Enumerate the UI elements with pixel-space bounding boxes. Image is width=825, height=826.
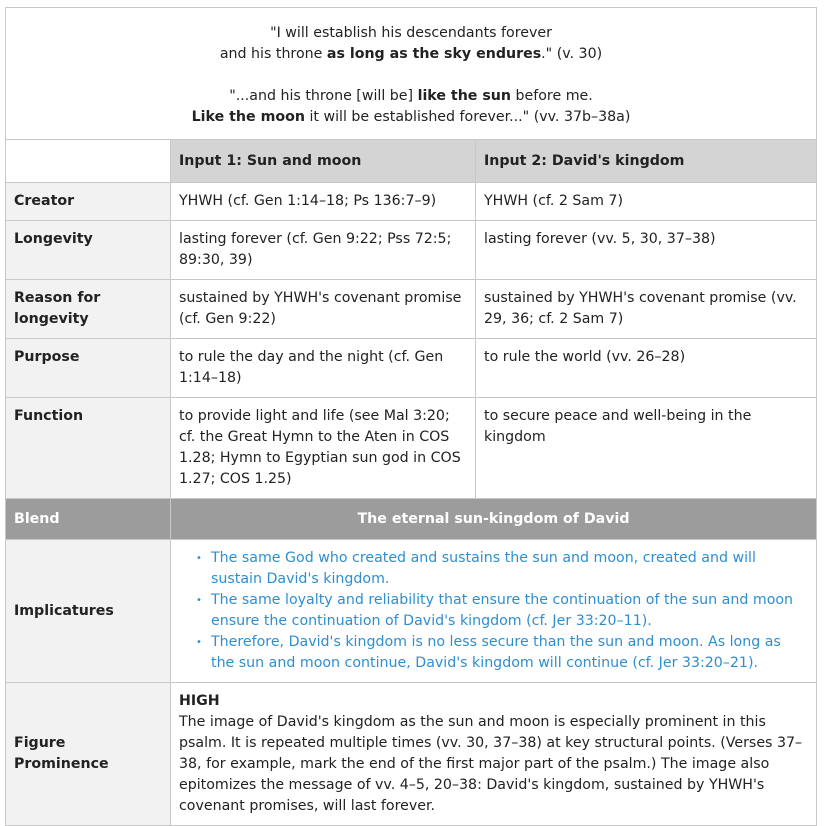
row-input-1: YHWH (cf. Gen 1:14–18; Ps 136:7–9) (171, 183, 476, 221)
row-creator (6, 183, 817, 221)
quote-cell (6, 8, 817, 140)
row-label: Reason for longevity (6, 280, 171, 339)
implicatures-list (179, 548, 808, 674)
header-input-2: Input 2: David's kingdom (476, 140, 817, 183)
prominence-level: HIGH (179, 693, 220, 709)
row-reason (6, 280, 817, 339)
implicatures-row (6, 540, 817, 683)
quote-line-3: "...and his throne [will be] like the sun before me. (229, 88, 593, 104)
prominence-row (6, 683, 817, 826)
blend-value: The eternal sun-kingdom of David (171, 499, 817, 540)
quote-line-2: and his throne as long as the sky endures." (v. 30) (219, 46, 603, 62)
prominence-label: Figure Prominence (6, 683, 171, 826)
header-input-1: Input 1: Sun and moon (171, 140, 476, 183)
row-label: Longevity (6, 221, 171, 280)
row-input-2: sustained by YHWH's covenant promise (vv. 29, 36; cf. 2 Sam 7) (476, 280, 817, 339)
blend-label: Blend (6, 499, 171, 540)
row-input-1: sustained by YHWH's covenant promise (cf. Gen 9:22) (171, 280, 476, 339)
list-item: • The same loyalty and reliability that ensure the continuation of the sun and moon ensure the continuation of David's kingdom (cf. Jer 33:20–11). (179, 590, 808, 632)
row-input-1: to rule the day and the night (cf. Gen 1:14–18) (171, 339, 476, 398)
quote-line-1: "I will establish his descendants forever (270, 25, 552, 41)
row-input-2: YHWH (cf. 2 Sam 7) (476, 183, 817, 221)
row-label: Purpose (6, 339, 171, 398)
blend-row (6, 499, 817, 540)
row-label: Function (6, 398, 171, 499)
prominence-cell (171, 683, 817, 826)
list-item: • Therefore, David's kingdom is no less secure than the sun and moon. As long as the sun and moon continue, David's kingdom will continue (cf. Jer 33:20–21). (179, 632, 808, 674)
implicatures-label: Implicatures (6, 540, 171, 683)
row-label: Creator (6, 183, 171, 221)
header-row (6, 140, 817, 183)
row-longevity (6, 221, 817, 280)
row-input-2: to secure peace and well-being in the kingdom (476, 398, 817, 499)
prominence-text: The image of David's kingdom as the sun and moon is especially prominent in this psalm. It is repeated multiple times (vv. 30, 37–38) at key structural points. (Verses 37–38, for example, mark the end of the first major part of the psalm.) The image also epitomizes the message of vv. 4–5, 20–38: David's kingdom, sustained by YHWH's covenant promises, will last forever. (179, 714, 803, 814)
list-item: • The same God who created and sustains the sun and moon, created and will sustain David's kingdom. (179, 548, 808, 590)
row-input-2: lasting forever (vv. 5, 30, 37–38) (476, 221, 817, 280)
quote-line-4: Like the moon it will be established forever..." (vv. 37b–38a) (191, 109, 631, 125)
row-input-1: to provide light and life (see Mal 3:20; cf. the Great Hymn to the Aten in COS 1.28; Hymn to Egyptian sun god in COS 1.27; COS 1.25) (171, 398, 476, 499)
row-function (6, 398, 817, 499)
blend-table (5, 7, 817, 826)
header-blank-cell (6, 140, 171, 183)
row-purpose (6, 339, 817, 398)
row-input-1: lasting forever (cf. Gen 9:22; Pss 72:5; 89:30, 39) (171, 221, 476, 280)
row-input-2: to rule the world (vv. 26–28) (476, 339, 817, 398)
implicatures-cell (171, 540, 817, 683)
